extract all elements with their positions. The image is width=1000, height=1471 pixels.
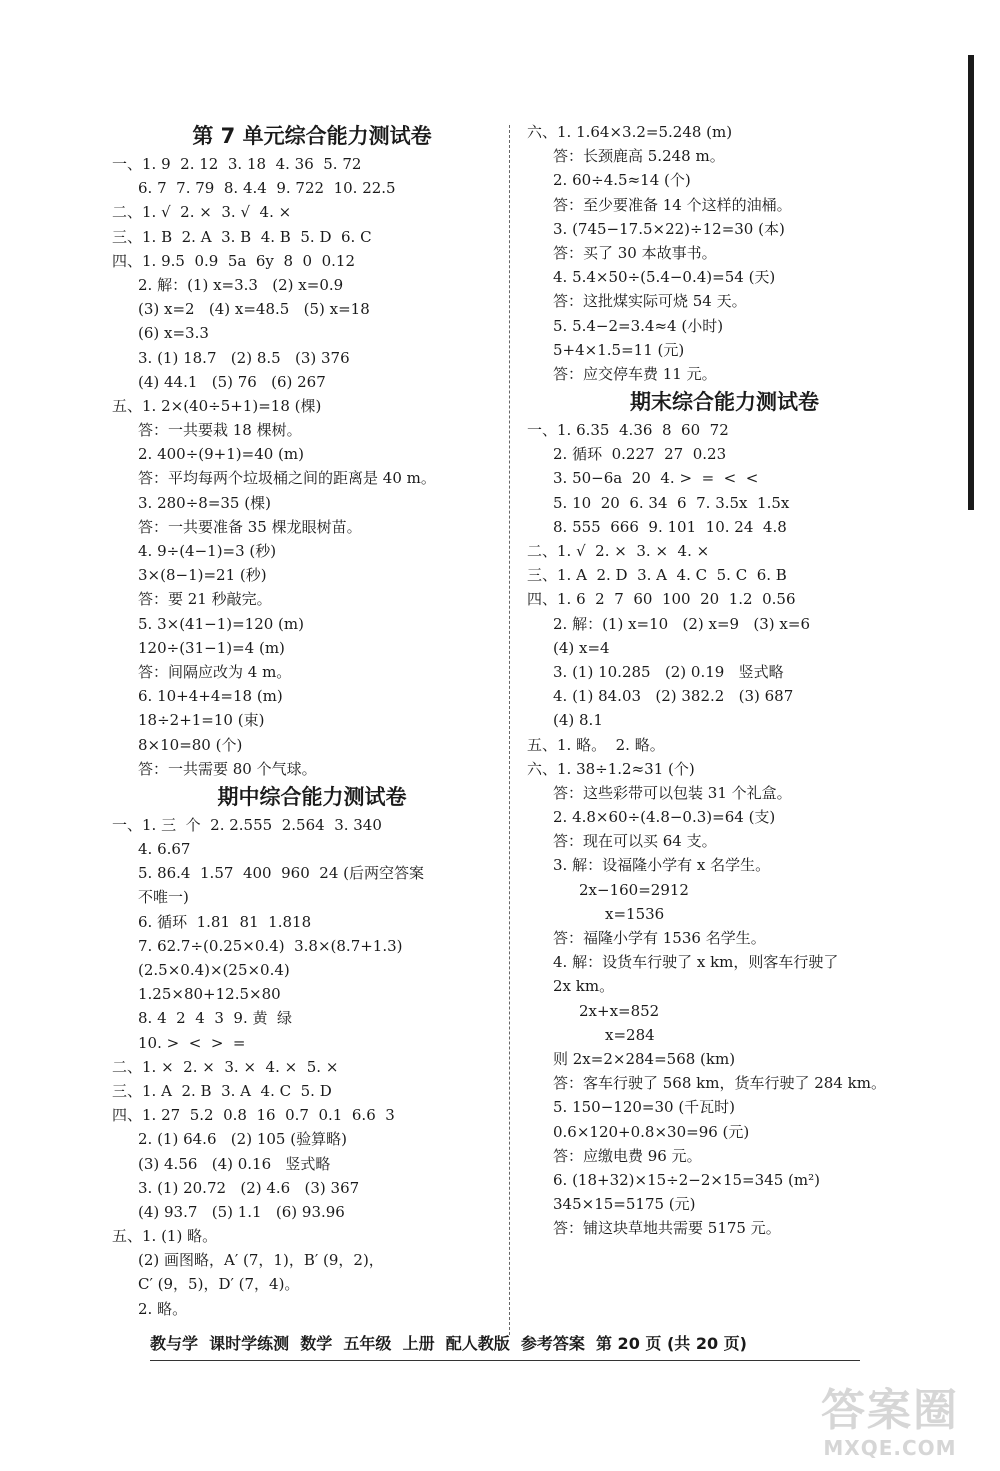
answer-line: 10. > < > = xyxy=(138,1033,246,1052)
answer-line: (4) x=4 xyxy=(553,638,610,657)
answer-line: 5. 10 20 6. 34 6 7. 3.5x 1.5x xyxy=(553,493,790,512)
answer-line: 18÷2+1=10 (束) xyxy=(138,711,265,730)
answer-line: (6) x=3.3 xyxy=(138,324,209,343)
answer-line: 5. 150−120=30 (千瓦时) xyxy=(553,1098,736,1117)
answer-line: 2x km。 xyxy=(553,977,615,996)
answer-line: 则 2x=2×284=568 (km) xyxy=(553,1049,736,1068)
answer-line: 六、1. 38÷1.2≈31 (个) xyxy=(527,759,695,778)
answer-line: 4. 5.4×50÷(5.4−0.4)=54 (天) xyxy=(553,268,776,287)
answer-line: 四、1. 6 2 7 60 100 20 1.2 0.56 xyxy=(527,590,796,609)
section-title: 期末综合能力测试卷 xyxy=(630,390,819,415)
answer-line: (4) 93.7 (5) 1.1 (6) 93.96 xyxy=(138,1202,345,1221)
answer-line: C′ (9，5)，D′ (7，4)。 xyxy=(138,1275,300,1294)
answer-line: 五、1. (1) 略。 xyxy=(112,1227,218,1246)
section-title: 期中综合能力测试卷 xyxy=(217,784,407,809)
answer-line: 7. 62.7÷(0.25×0.4) 3.8×(8.7+1.3) xyxy=(138,936,403,955)
answer-line: 答：现在可以买 64 支。 xyxy=(553,832,717,851)
answer-line: 答：一共要栽 18 棵树。 xyxy=(138,421,302,440)
answer-line: 三、1. B 2. A 3. B 4. B 5. D 6. C xyxy=(112,227,372,246)
answer-line: (4) 44.1 (5) 76 (6) 267 xyxy=(138,372,326,391)
answer-line: 3. 解：设福隆小学有 x 名学生。 xyxy=(553,856,771,875)
page-footer: 教与学 课时学练测 数学 五年级 上册 配人教版 参考答案 第 20 页 (共 20 页) xyxy=(150,1334,747,1353)
answer-line: 答：客车行驶了 568 km，货车行驶了 284 km。 xyxy=(553,1074,886,1093)
answer-line: 答：应缴电费 96 元。 xyxy=(553,1146,702,1165)
right-column xyxy=(527,120,922,1240)
answer-line: 3. (745−17.5×22)÷12=30 (本) xyxy=(553,219,785,238)
answer-line: 四、1. 9.5 0.9 5a 6y 8 0 0.12 xyxy=(112,251,355,270)
answer-line: 2. 4.8×60÷(4.8−0.3)=64 (支) xyxy=(553,808,776,827)
footer-rule xyxy=(150,1360,860,1361)
answer-line: 2. (1) 64.6 (2) 105 (验算略) xyxy=(138,1130,347,1149)
answer-line: 三、1. A 2. B 3. A 4. C 5. D xyxy=(112,1081,332,1100)
answer-line: 五、1. 2×(40÷5+1)=18 (棵) xyxy=(112,396,322,415)
watermark-logo xyxy=(790,1385,990,1465)
answer-line: (4) 8.1 xyxy=(553,711,603,730)
answer-line: 2. 循环 0.227 27 0.23 xyxy=(553,445,727,464)
answer-line: 6. 10+4+4=18 (m) xyxy=(138,687,283,706)
answer-line: 8×10=80 (个) xyxy=(138,735,243,754)
answer-line: 0.6×120+0.8×30=96 (元) xyxy=(553,1122,750,1141)
answer-line: 3×(8−1)=21 (秒) xyxy=(138,566,267,585)
answer-line: 4. 9÷(4−1)=3 (秒) xyxy=(138,542,277,560)
answer-line: 3. (1) 20.72 (2) 4.6 (3) 367 xyxy=(138,1178,360,1197)
answer-line: 四、1. 27 5.2 0.8 16 0.7 0.1 6.6 3 xyxy=(112,1106,395,1125)
answer-line: 2. 400÷(9+1)=40 (m) xyxy=(138,445,304,464)
answer-line: 345×15=5175 (元) xyxy=(553,1195,696,1214)
answer-line: 答：这批煤实际可烧 54 天。 xyxy=(553,292,747,311)
answer-line: 六、1. 1.64×3.2=5.248 (m) xyxy=(527,123,733,141)
answer-line: 3. 50−6a 20 4. > = < < xyxy=(553,469,759,488)
answer-line: 8. 555 666 9. 101 10. 24 4.8 xyxy=(553,517,787,536)
answer-line: (2.5×0.4)×(25×0.4) xyxy=(138,961,290,979)
watermark-text: 答案圈 xyxy=(821,1385,959,1436)
answer-line: 答：铺这块草地共需要 5175 元。 xyxy=(553,1219,781,1238)
answer-line: x=284 xyxy=(605,1025,655,1044)
answer-line: 2. 解：(1) x=3.3 (2) x=0.9 xyxy=(138,275,344,294)
answer-line: 4. (1) 84.03 (2) 382.2 (3) 687 xyxy=(553,687,794,706)
answer-line: 答：平均每两个垃圾桶之间的距离是 40 m。 xyxy=(138,469,436,488)
answer-line: 二、1. √ 2. × 3. √ 4. × xyxy=(112,203,292,222)
answer-line: 2. 解：(1) x=10 (2) x=9 (3) x=6 xyxy=(553,614,810,633)
answer-line: 二、1. √ 2. × 3. × 4. × xyxy=(527,542,710,560)
answer-line: 不唯一) xyxy=(138,888,189,907)
answer-line: 二、1. × 2. × 3. × 4. × 5. × xyxy=(112,1057,339,1076)
answer-line: 答：至少要准备 14 个这样的油桶。 xyxy=(553,195,792,214)
answer-line: 答：福隆小学有 1536 名学生。 xyxy=(553,929,766,947)
answer-line: 5+4×1.5=11 (元) xyxy=(553,340,685,359)
answer-line: 答：间隔应改为 4 m。 xyxy=(138,662,292,681)
answer-line: 8. 4 2 4 3 9. 黄 绿 xyxy=(138,1009,293,1028)
answer-line: (3) x=2 (4) x=48.5 (5) x=18 xyxy=(138,300,370,319)
answer-line: 答：一共要准备 35 棵龙眼树苗。 xyxy=(138,517,362,536)
answer-line: 2. 60÷4.5≈14 (个) xyxy=(553,171,691,190)
answer-line: 5. 5.4−2=3.4≈4 (小时) xyxy=(553,316,724,335)
answer-line: 三、1. A 2. D 3. A 4. C 5. C 6. B xyxy=(527,566,787,585)
answer-line: 6. 7 7. 79 8. 4.4 9. 722 10. 22.5 xyxy=(138,179,396,198)
answer-line: 一、1. 6.35 4.36 8 60 72 xyxy=(527,421,729,440)
watermark-url: MXQE.COM xyxy=(823,1436,957,1460)
answer-line: (3) 4.56 (4) 0.16 竖式略 xyxy=(138,1154,331,1173)
answer-line: 答：一共需要 80 个气球。 xyxy=(138,759,317,778)
answer-line: 6. 循环 1.81 81 1.818 xyxy=(138,912,312,931)
answer-line: 5. 86.4 1.57 400 960 24 (后两空答案 xyxy=(138,864,424,883)
answer-line: 3. 280÷8=35 (棵) xyxy=(138,493,271,512)
answer-line: 答：长颈鹿高 5.248 m。 xyxy=(553,147,725,166)
answer-line: 一、1. 三 个 2. 2.555 2.564 3. 340 xyxy=(112,815,382,834)
answer-line: 4. 解：设货车行驶了 x km，则客车行驶了 xyxy=(553,953,839,972)
answer-line: 答：应交停车费 11 元。 xyxy=(553,364,717,383)
answer-line: 2. 略。 xyxy=(138,1299,188,1318)
page-edge-bar xyxy=(968,55,974,510)
section-title: 第 7 单元综合能力测试卷 xyxy=(192,124,432,148)
answer-line: 3. (1) 10.285 (2) 0.19 竖式略 xyxy=(553,662,784,681)
answer-line: 120÷(31−1)=4 (m) xyxy=(138,638,285,657)
answer-line: 4. 6.67 xyxy=(138,840,191,859)
answer-line: 2x+x=852 xyxy=(579,1001,660,1020)
column-divider xyxy=(509,125,510,1335)
answer-line: 6. (18+32)×15÷2−2×15=345 (m²) xyxy=(553,1170,820,1189)
answer-line: x=1536 xyxy=(605,904,665,923)
answer-line: 答：买了 30 本故事书。 xyxy=(553,243,717,262)
answer-line: 五、1. 略。 2. 略。 xyxy=(527,735,665,754)
answer-line: 5. 3×(41−1)=120 (m) xyxy=(138,614,304,633)
answer-line: 答：要 21 秒敲完。 xyxy=(138,590,272,609)
answer-line: 一、1. 9 2. 12 3. 18 4. 36 5. 72 xyxy=(112,155,362,173)
left-column xyxy=(112,120,512,1321)
answer-line: 2x−160=2912 xyxy=(579,880,689,899)
answer-line: 3. (1) 18.7 (2) 8.5 (3) 376 xyxy=(138,348,350,367)
answer-line: (2) 画图略，A′ (7，1)，B′ (9，2)， xyxy=(138,1251,384,1270)
answer-line: 1.25×80+12.5×80 xyxy=(138,985,281,1004)
answer-line: 答：这些彩带可以包装 31 个礼盒。 xyxy=(553,783,792,802)
